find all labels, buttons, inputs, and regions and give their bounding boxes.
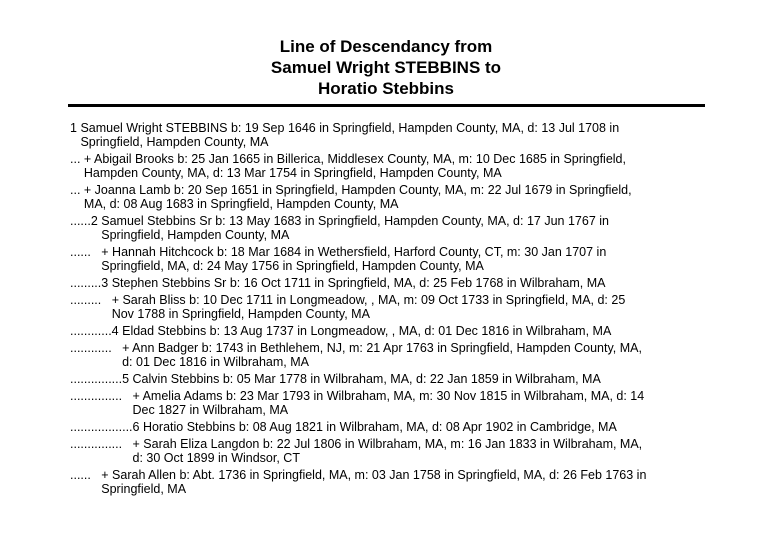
entry-text: Samuel Wright STEBBINS b: 19 Sep 1646 in Springfield, Hampden County, MA, d: 13 Jul 1708 in [80, 121, 620, 135]
entry-first-line [70, 214, 710, 228]
entry-lead: ......... [70, 293, 112, 307]
entry-continuation: d: 30 Oct 1899 in Windsor, CT [132, 451, 300, 465]
entry-lead: ... [70, 152, 84, 166]
descendancy-list [70, 121, 710, 499]
list-item [70, 121, 710, 149]
title-divider [68, 104, 705, 107]
entry-first-line [70, 389, 710, 403]
entry-text: + Hannah Hitchcock b: 18 Mar 1684 in Wethersfield, Harford County, CT, m: 30 Jan 1707 in [101, 245, 607, 259]
entry-lead: .........3 [70, 276, 112, 290]
entry-continuation: Dec 1827 in Wilbraham, MA [132, 403, 289, 417]
entry-lead: ...... [70, 245, 102, 259]
list-item [70, 276, 710, 290]
entry-first-line [70, 324, 710, 338]
entry-lead: ............ [70, 341, 123, 355]
entry-first-line [70, 372, 710, 386]
entry-continuation: Springfield, MA [101, 482, 187, 496]
entry-lead: ............... [70, 437, 133, 451]
entry-text: + Sarah Eliza Langdon b: 22 Jul 1806 in Wilbraham, MA, m: 16 Jan 1833 in Wilbraham, MA, [132, 437, 643, 451]
entry-text: + Amelia Adams b: 23 Mar 1793 in Wilbraham, MA, m: 30 Nov 1815 in Wilbraham, MA, d: 14 [132, 389, 645, 403]
list-item [70, 420, 710, 434]
entry-lead: ............4 [70, 324, 123, 338]
entry-first-line [70, 341, 710, 355]
entry-text: + Joanna Lamb b: 20 Sep 1651 in Springfield, Hampden County, MA, m: 22 Jul 1679 in Springfield, [83, 183, 632, 197]
list-item [70, 324, 710, 338]
entry-lead: ......2 [70, 214, 102, 228]
entry-first-line [70, 293, 710, 307]
list-item [70, 389, 710, 417]
entry-lead: ...............5 [70, 372, 133, 386]
entry-lead: ... [70, 183, 84, 197]
entry-text: + Abigail Brooks b: 25 Jan 1665 in Billerica, Middlesex County, MA, m: 10 Dec 1685 in Springfield, [83, 152, 626, 166]
entry-first-line [70, 121, 710, 135]
entry-first-line [70, 468, 710, 482]
entry-text: Samuel Stebbins Sr b: 13 May 1683 in Springfield, Hampden County, MA, d: 17 Jun 1767 in [101, 214, 609, 228]
list-item [70, 152, 710, 180]
entry-text: + Ann Badger b: 1743 in Bethlehem, NJ, m: 21 Apr 1763 in Springfield, Hampden County, MA, [122, 341, 642, 355]
entry-first-line [70, 437, 710, 451]
title-line-3: Horatio Stebbins [317, 79, 454, 98]
list-item [70, 245, 710, 273]
entry-text: Horatio Stebbins b: 08 Aug 1821 in Wilbraham, MA, d: 08 Apr 1902 in Cambridge, MA [142, 420, 617, 434]
document-title [0, 36, 760, 99]
list-item [70, 214, 710, 242]
list-item [70, 437, 710, 465]
title-line-2: Samuel Wright STEBBINS to [270, 58, 502, 77]
entry-lead: ............... [70, 389, 133, 403]
entry-text: Eldad Stebbins b: 13 Aug 1737 in Longmeadow, , MA, d: 01 Dec 1816 in Wilbraham, MA [122, 324, 612, 338]
entry-continuation: Springfield, Hampden County, MA [101, 228, 290, 242]
entry-continuation: Springfield, Hampden County, MA [80, 135, 269, 149]
list-item [70, 293, 710, 321]
list-item [70, 468, 710, 496]
entry-text: + Sarah Allen b: Abt. 1736 in Springfield, MA, m: 03 Jan 1758 in Springfield, MA, d: 26 Feb 1763 in [101, 468, 647, 482]
list-item [70, 183, 710, 211]
entry-first-line [70, 183, 710, 197]
title-line-1: Line of Descendancy from [279, 37, 493, 56]
entry-lead: 1 [70, 121, 81, 135]
entry-text: + Sarah Bliss b: 10 Dec 1711 in Longmeadow, , MA, m: 09 Oct 1733 in Springfield, MA, d: 25 [111, 293, 626, 307]
entry-text: Stephen Stebbins Sr b: 16 Oct 1711 in Springfield, MA, d: 25 Feb 1768 in Wilbraham, MA [111, 276, 606, 290]
entry-lead: ..................6 [70, 420, 143, 434]
entry-first-line [70, 420, 710, 434]
entry-lead: ...... [70, 468, 102, 482]
entry-text: Calvin Stebbins b: 05 Mar 1778 in Wilbraham, MA, d: 22 Jan 1859 in Wilbraham, MA [132, 372, 601, 386]
entry-first-line [70, 276, 710, 290]
list-item [70, 372, 710, 386]
entry-continuation: MA, d: 08 Aug 1683 in Springfield, Hampden County, MA [83, 197, 399, 211]
entry-continuation: d: 01 Dec 1816 in Wilbraham, MA [122, 355, 309, 369]
entry-continuation: Springfield, MA, d: 24 May 1756 in Springfield, Hampden County, MA [101, 259, 484, 273]
entry-first-line [70, 245, 710, 259]
entry-continuation: Nov 1788 in Springfield, Hampden County, MA [111, 307, 370, 321]
entry-first-line [70, 152, 710, 166]
entry-continuation: Hampden County, MA, d: 13 Mar 1754 in Springfield, Hampden County, MA [83, 166, 502, 180]
list-item [70, 341, 710, 369]
